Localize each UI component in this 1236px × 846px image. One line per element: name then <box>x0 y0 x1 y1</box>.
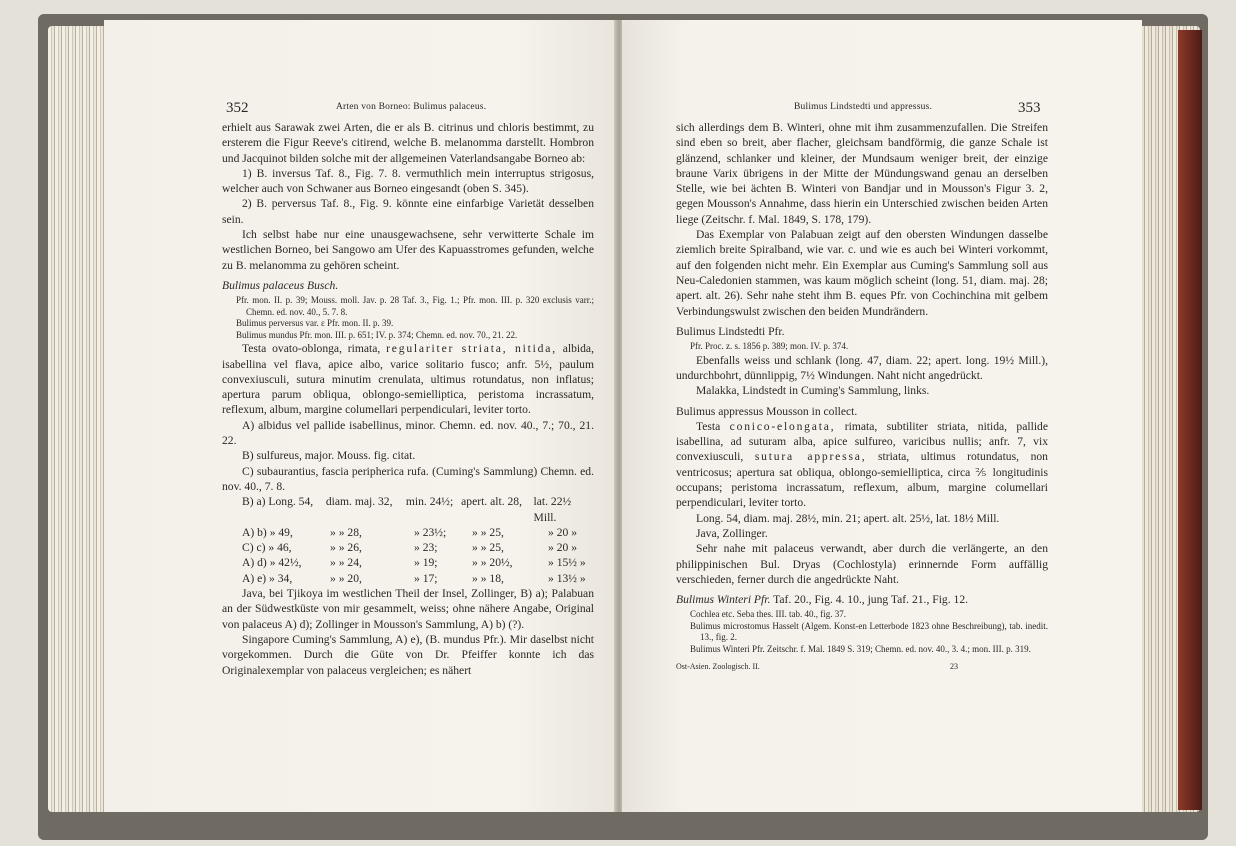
signature-text: Ost-Asien. Zoologisch. II. <box>676 662 760 672</box>
paragraph: 2) B. perversus Taf. 8., Fig. 9. könnte eine einfarbige Varietät desselben sein. <box>222 197 594 226</box>
synonym-line: Pfr. mon. II. p. 39; Mouss. moll. Jav. p. 28 Taf. 3., Fig. 1.; Pfr. mon. III. p. 320 exclusis varr.; Chemn. ed. nov. 40., 5. 7. 8. <box>236 295 594 317</box>
description-rest: albida, isabellina vel flava, apice albo, varice solitario fusco; anfr. 5½, paulum convexiusculi, sutura minutim crenulata, ultimus rotundatus, non inflatus; apertura parum obliqua, oblongo-semielliptica, peristoma incrassatum, reflexum, album, margine columellari perpendiculari, leviter torto. <box>222 342 594 417</box>
measure-cell: C) c) » 46, <box>242 541 292 555</box>
species-heading: Bulimus Lindstedti Pfr. <box>676 324 785 338</box>
measure-cell: B) a) Long. 54, <box>242 495 314 509</box>
locality-paragraph: Java, Zollinger. <box>696 526 768 540</box>
page-number-left: 352 <box>226 100 249 116</box>
locality-paragraph: Java, bei Tjikoya im westlichen Theil der Insel, Zollinger, B) a); Palabuan an der Südwestküste von mir gesammelt, weiss; ohne nähere Angabe, Original von palaceus A) d); Zollinger in Mousson's Sammlung, A) b) (?). <box>222 587 594 631</box>
variety-line: C) subaurantius, fascia peripherica rufa. (Cuming's Sammlung) Chemn. ed. nov. 40., 7. 8. <box>222 464 594 493</box>
measure-cell: » » 18, <box>472 571 504 585</box>
latin-description <box>676 419 1048 511</box>
reference-line: Bulimus microstomus Hasselt (Algem. Konst-en Letterbode 1823 ohne Beschreibung), tab. inedit. 13., fig. 2. <box>690 620 1048 643</box>
signature-line <box>676 659 1048 674</box>
book-spine <box>1178 30 1202 810</box>
description-mid: rimata, subtiliter striata, nitida, pallide isabellina, ad suturam alba, apice sulfureo, varicibus nullis; anfr. 7, vix convexiusculi, <box>676 419 1048 464</box>
variety-line: B) sulfureus, major. Mouss. fig. citat. <box>242 449 416 463</box>
measure-cell: » 20 » <box>548 541 577 555</box>
measure-cell: » 15½ » <box>548 556 586 570</box>
description-lead: Testa <box>696 419 721 433</box>
description-spaced: conico-elongata, <box>729 419 836 433</box>
measurement-row <box>222 571 594 586</box>
reference-line: Cochlea etc. Seba thes. III. tab. 40., fig. 37. <box>690 609 846 620</box>
description-rest: striata, ultimus rotundatus, non ventricosus; apertura sat obliqua, oblongo-semielliptica, circa ⅖ longitudinis occupans; peristoma incrassatum, reflexum, album, margine columellari perpendiculari, leviter torto. <box>676 450 1048 510</box>
measure-cell: A) d) » 42½, <box>242 556 302 570</box>
measure-cell: A) e) » 34, <box>242 571 293 585</box>
synonym-line: Bulimus perversus var. ε Pfr. mon. II. p. 39. <box>236 318 394 329</box>
description-spaced: sutura appressa, <box>754 450 867 464</box>
measure-cell: » » 20½, <box>472 556 513 570</box>
description-spaced: regulariter striata, nitida, <box>386 342 557 356</box>
species-heading <box>676 592 1048 607</box>
measure-cell: apert. alt. 28, <box>461 495 522 509</box>
paragraph: erhielt aus Sarawak zwei Arten, die er als B. citrinus und chloris bestimmt, zu ersterem die Figur Reeve's citirend, welche B. melanomma darstellt. Hombron und Jacquinot bilden solche mit der allgemeinen Vaterlandsangabe Borneo ab: <box>222 121 594 165</box>
paragraph: Das Exemplar von Palabuan zeigt auf den obersten Windungen dasselbe ziemlich breite Spiralband, wie var. c. und wie es auch bei Winteri vorkommt, auf den folgenden nicht mehr. Ein Exemplar aus Cuming's Sammlung soll aus Neu-Caledonien stammen, was kaum möglich scheint (long. 51, diam. maj. 28; apert. alt. 26). Sehr nahe steht ihm B. eques Pfr. von Cochinchina mit gelbem Verbindungswulst zwischen den beiden Mundrändern. <box>676 228 1048 318</box>
paragraph: Ich selbst habe nur eine unausgewachsene, sehr verwitterte Schale im westlichen Borneo, bei Sangowo am Ufer des Kapuasstromes gefunden, welche zu B. melanomma zu gehören scheint. <box>222 228 594 272</box>
description-lead: Testa ovato-oblonga, rimata, <box>242 342 381 356</box>
plate-reference: Taf. 20., Fig. 4. 10., jung Taf. 21., Fig. 12. <box>773 593 969 607</box>
paragraph: Ebenfalls weiss und schlank (long. 47, diam. 22; apert. long. 19½ Mill.), undurchbohrt, dünnlippig, 7½ Windungen. Naht nicht angedrückt. <box>676 353 1048 382</box>
measure-cell: » 17; <box>414 571 438 585</box>
variety-line: A) albidus vel pallide isabellinus, minor. Chemn. ed. nov. 40., 7.; 70., 21. 22. <box>222 418 594 448</box>
measure-cell: » 13½ » <box>548 571 586 585</box>
locality-paragraph: Malakka, Lindstedt in Cuming's Sammlung, links. <box>696 384 930 398</box>
running-head-left: Arten von Borneo: Bulimus palaceus. <box>336 102 487 112</box>
measure-cell: lat. 22½ Mill. <box>533 495 572 524</box>
measure-cell: » 23½; <box>414 525 447 539</box>
reference-line: Bulimus Winteri Pfr. Zeitschr. f. Mal. 1849 S. 319; Chemn. ed. nov. 40., 3. 4.; mon. III. p. 319. <box>690 643 1031 654</box>
measurement-row <box>222 525 594 540</box>
measurement-line: Long. 54, diam. maj. 28½, min. 21; apert. alt. 25½, lat. 18½ Mill. <box>696 511 1000 525</box>
right-page <box>622 20 1142 812</box>
latin-description <box>222 341 594 417</box>
left-page <box>104 20 616 812</box>
species-heading: Bulimus palaceus Busch. <box>222 278 339 292</box>
running-head-right: Bulimus Lindstedti und appressus. <box>794 102 933 112</box>
species-heading: Bulimus appressus Mousson in collect. <box>676 404 858 418</box>
measure-cell: » » 24, <box>330 556 362 570</box>
locality-paragraph: Singapore Cuming's Sammlung, A) e), (B. mundus Pfr.). Mir daselbst nicht vorgekommen. Durch die Güte von Dr. Pfeiffer konnte ich das Originalexemplar von palaceus vergleichen; es nähert <box>222 632 594 677</box>
paragraph: sich allerdings dem B. Winteri, ohne mit ihm zusammenzufallen. Die Streifen sind eben so breit, aber flacher, gleichsam bandförmig, die ganze Schale ist glänzend, schlanker und kleiner, der Mundsaum weniger breit, der einzige braune Varix übrigens in der Mitte der Mündungswand genau an derselben Stelle, wie bei ächten B. Winteri von Bandjar und in Mousson's Figur 3. 2, gegen Mousson's Annahme, dass hierin ein Unterschied zwischen beiden Arten liege (Zeitschr. f. Mal. 1849, S. 178, 179). <box>676 121 1048 226</box>
measure-cell: » » 25, <box>472 525 504 539</box>
left-page-text <box>222 120 594 678</box>
paragraph: 1) B. inversus Taf. 8., Fig. 7. 8. vermuthlich mein interruptus strigosus, welcher auch von Schwaner aus Borneo eingesandt (oben S. 345). <box>222 166 594 196</box>
measure-cell: min. 24½; <box>405 495 454 509</box>
measure-cell: A) b) » 49, <box>242 525 293 539</box>
paragraph: Sehr nahe mit palaceus verwandt, aber durch die verlängerte, an den philippinischen Bul. Dryas (Cochlostyla) erinnernde Form auffällig verschieden, ferner durch die angedrückte Naht. <box>676 542 1048 586</box>
measurement-table <box>222 494 594 586</box>
measurement-row <box>222 555 594 570</box>
measure-cell: » 23; <box>414 541 438 555</box>
measure-cell: » 20 » <box>548 525 577 539</box>
measure-cell: » » 26, <box>330 541 362 555</box>
measure-cell: » 19; <box>414 556 438 570</box>
species-name: Bulimus Winteri Pfr. <box>676 593 771 607</box>
reference-line: Pfr. Proc. z. s. 1856 p. 389; mon. IV. p. 374. <box>690 341 849 352</box>
measure-cell: » » 25, <box>472 541 504 555</box>
measure-cell: diam. maj. 32, <box>325 495 393 509</box>
page-edges-left <box>48 26 104 812</box>
synonym-line: Bulimus mundus Pfr. mon. III. p. 651; IV. p. 374; Chemn. ed. nov. 70., 21. 22. <box>236 329 518 340</box>
measurement-row <box>222 494 594 525</box>
right-page-text <box>676 120 1048 675</box>
page-number-right: 353 <box>1018 100 1041 116</box>
measurement-row <box>222 540 594 555</box>
signature-number: 23 <box>950 662 958 672</box>
measure-cell: » » 20, <box>330 571 362 585</box>
measure-cell: » » 28, <box>330 525 362 539</box>
